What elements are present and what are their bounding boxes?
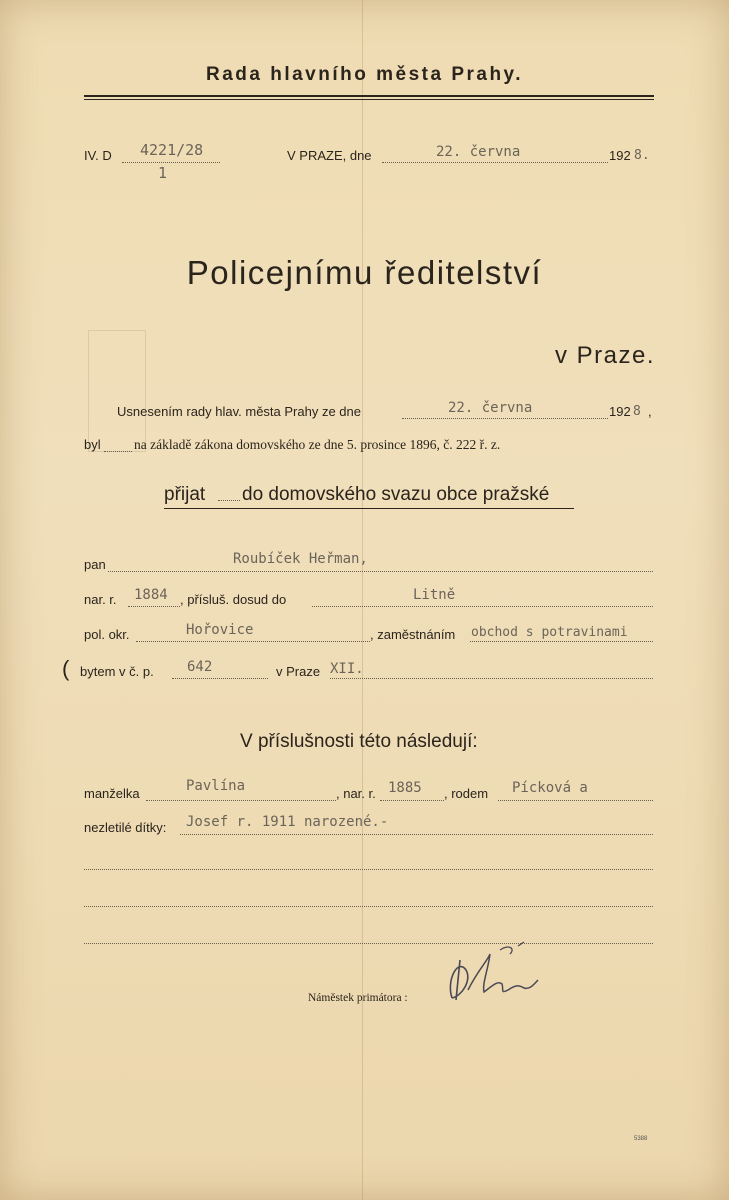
district-label: pol. okr. [84,627,130,642]
resolution-line1-prefix: Usnesením rady hlav. města Prahy ze dne [117,404,361,419]
year-suffix: 8. [634,148,650,163]
faded-stamp [88,330,146,452]
prague-district: XII. [330,661,364,677]
pan-label: pan [84,557,106,572]
person-name: Roubíček Heřman, [233,551,368,567]
wife-born-label: , nar. r. [336,786,376,801]
born-year: 1884 [134,587,168,603]
admission-rest: do domovského svazu obce pražské [242,484,550,505]
admission-dots [218,500,240,501]
reference-prefix: IV. D [84,148,112,163]
year-prefix: 192 [609,148,631,163]
resolution-date: 22. června [448,400,533,416]
date-dots [382,162,608,163]
wife-name: Pavlína [186,778,246,794]
admission-word: přijat [164,484,206,505]
occupation-label: , zaměstnáním [370,627,456,642]
house-number-dots [172,678,268,679]
resolution-comma: , [648,404,652,419]
issuer-title: Rada hlavního města Prahy. [205,64,523,85]
followers-heading: V příslušnosti této následují: [240,731,478,752]
resolution-line2-text: na základě zákona domovského ze dne 5. prosince 1896, č. 222 ř. z. [134,437,501,452]
blank-line-1 [84,869,653,870]
footer-code: 5388 [634,1136,648,1142]
resolution-year-prefix: 192 [609,404,631,419]
resolution-line2-dots [104,451,132,452]
wife-name-dots [146,800,336,801]
recipient-city: v Praze. [554,342,655,369]
wife-born-year: 1885 [388,780,422,796]
header-rule [84,95,654,97]
resolution-year-suffix: 8 [633,404,641,419]
reference-sub-number: 1 [158,164,168,182]
occupation-value: obchod s potravinami [471,625,628,640]
fold-line [362,0,363,1200]
handwritten-signature [438,940,548,1010]
wife-label: manželka [84,786,140,801]
margin-bracket: ( [62,656,70,681]
born-label: nar. r. [84,592,117,607]
signature-label: Náměstek primátora : [308,992,408,1004]
residence-label: , přísluš. dosud do [180,592,287,607]
admission-underline [164,508,574,509]
reference-dots [122,162,220,163]
district-value: Hořovice [186,622,254,638]
housing-label: bytem v č. p. [80,664,154,679]
header-rule-thin [84,99,654,100]
reference-number: 4221/28 [140,141,204,159]
prague-district-dots [330,678,653,679]
resolution-date-dots [402,418,608,419]
occupation-dots [470,641,653,642]
born-dots [128,606,180,607]
residence-value: Litně [413,587,456,603]
name-dots [108,571,653,572]
residence-dots [312,606,653,607]
resolution-line2-prefix: byl [84,437,101,452]
in-prague-label: v Praze [276,664,321,679]
wife-maiden-dots [498,800,653,801]
wife-born-dots [380,800,444,801]
wife-maiden-label: , rodem [444,786,489,801]
blank-line-3 [84,943,653,944]
children-value: Josef r. 1911 narozené.- [186,814,389,830]
district-dots [136,641,370,642]
date-value: 22. června [436,144,521,160]
recipient-title: Policejnímu ředitelství [186,254,543,291]
children-dots [180,834,653,835]
children-label: nezletilé dítky: [84,820,167,835]
house-number: 642 [187,659,213,675]
place-date-label: V PRAZE, dne [287,148,372,163]
wife-maiden-value: Pícková a [512,780,588,796]
blank-line-2 [84,906,653,907]
